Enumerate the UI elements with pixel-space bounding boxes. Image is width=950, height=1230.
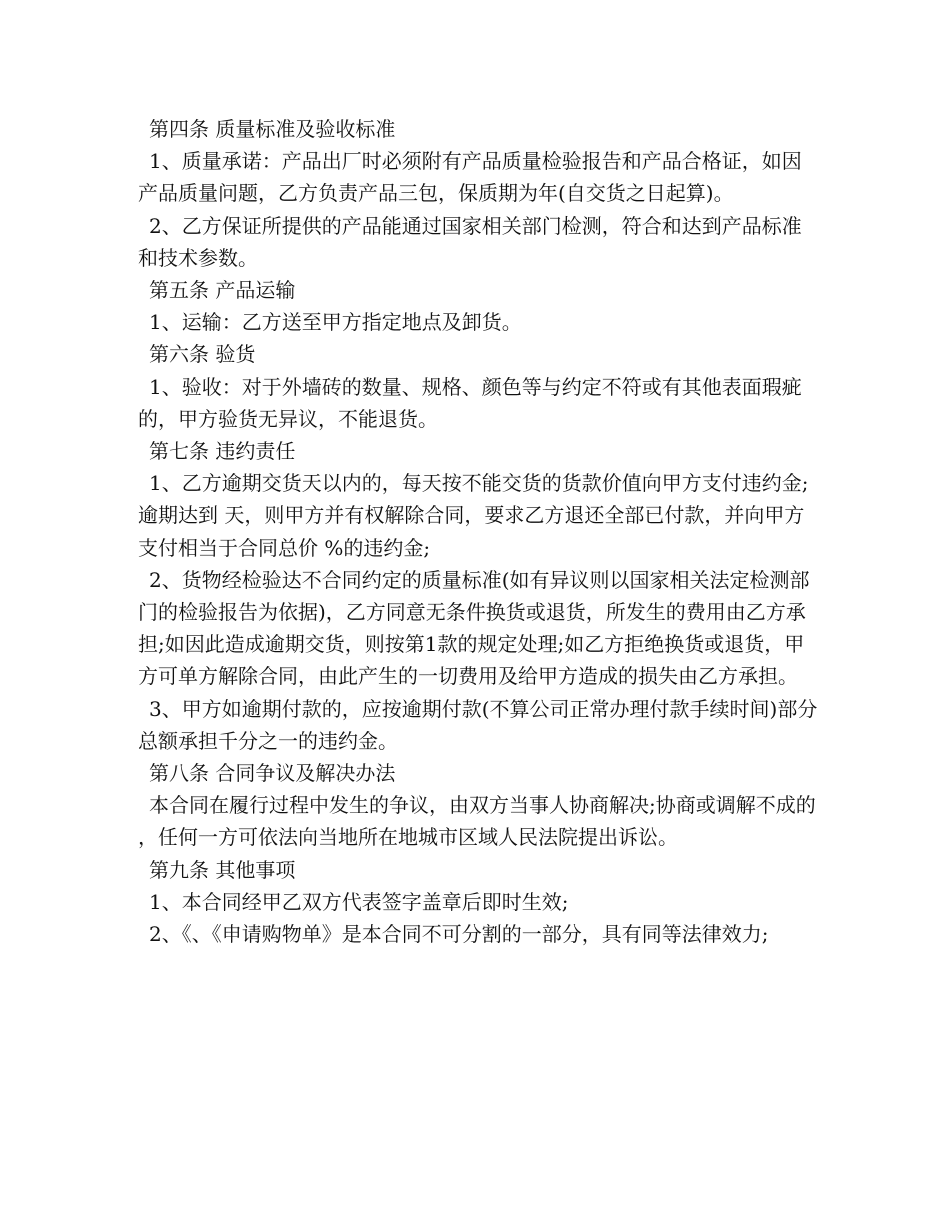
article-7-heading: 第七条 违约责任 <box>149 439 296 464</box>
article-7-clause-3: 3、甲方如逾期付款的，应按逾期付款(不算公司正常办理付款手续时间)部分总额承担千分之一的违约金。 <box>138 696 818 753</box>
article-9-clause-1: 1、本合同经甲乙双方代表签字盖章后即时生效; <box>149 889 569 914</box>
document-body <box>138 113 818 950</box>
article-4-heading: 第四条 质量标准及验收标准 <box>149 117 396 141</box>
article-7-clause-1: 1、乙方逾期交货天以内的，每天按不能交货的货款价值向甲方支付违约金;逾期达到 天，则甲方并有权解除合同，要求乙方退还全部已付款，并向甲方支付相当于合同总价 %的违约金; <box>138 471 809 560</box>
article-9-clause-2: 2、《、《申请购物单》是本合同不可分割的一部分，具有同等法律效力; <box>149 922 769 947</box>
article-8-heading: 第八条 合同争议及解决办法 <box>149 761 396 786</box>
article-6-heading: 第六条 验货 <box>149 342 256 367</box>
article-4-clause-2: 2、乙方保证所提供的产品能通过国家相关部门检测，符合和达到产品标准和技术参数。 <box>138 213 802 270</box>
article-4-clause-1: 1、质量承诺：产品出厂时必须附有产品质量检验报告和产品合格证，如因产品质量问题，乙方负责产品三包，保质期为年(自交货之日起算)。 <box>138 149 802 206</box>
article-7-clause-2: 2、货物经检验达不合同约定的质量标准(如有异议则以国家相关法定检测部门的检验报告为依据)，乙方同意无条件换货或退货，所发生的费用由乙方承担;如因此造成逾期交货，则按第1款的规定处理;如乙方拒绝换货或退货，甲方可单方解除合同，由此产生的一切费用及给甲方造成的损失由乙方承担。 <box>138 567 810 689</box>
article-5-heading: 第五条 产品运输 <box>149 278 296 303</box>
article-6-clause-1: 1、验收：对于外墙砖的数量、规格、颜色等与约定不符或有其他表面瑕疵的，甲方验货无异议，不能退货。 <box>138 374 802 431</box>
article-9-heading: 第九条 其他事项 <box>149 857 296 882</box>
article-8-body: 本合同在履行过程中发生的争议，由双方当事人协商解决;协商或调解不成的，任何一方可依法向当地所在地城市区域人民法院提出诉讼。 <box>138 793 816 850</box>
article-5-clause-1: 1、运输：乙方送至甲方指定地点及卸货。 <box>149 310 522 335</box>
